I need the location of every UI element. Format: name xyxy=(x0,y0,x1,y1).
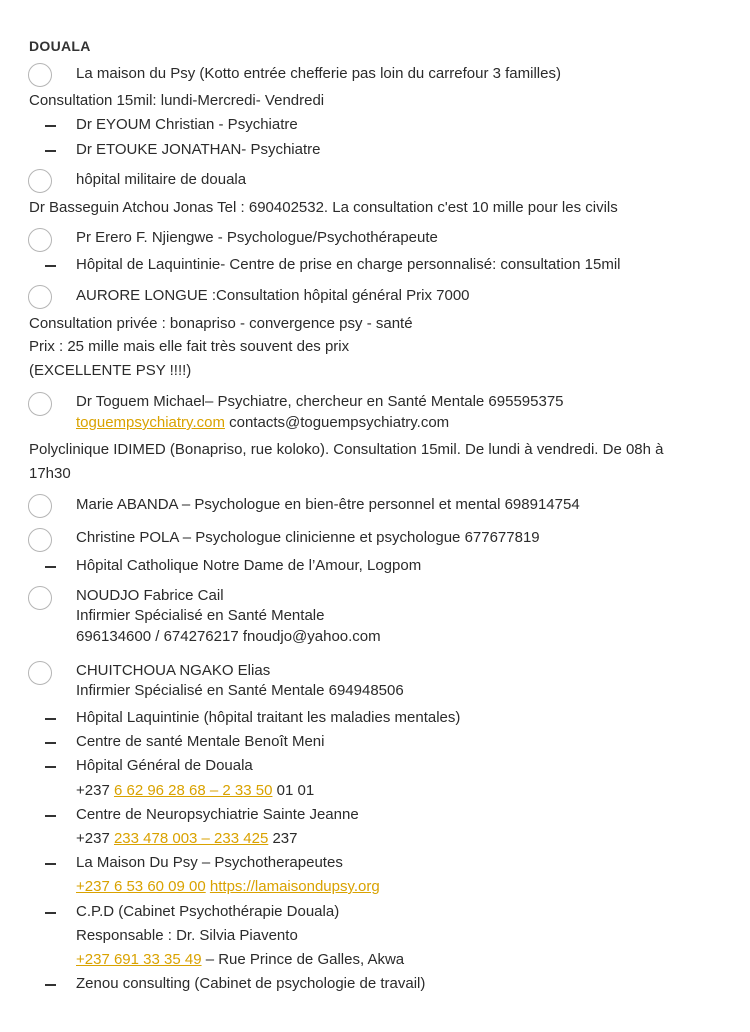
checkbox-circle[interactable] xyxy=(28,586,52,610)
contact-line xyxy=(76,951,404,969)
entry-title: AURORE LONGUE :Consultation hôpital général Prix 7000 xyxy=(76,287,470,304)
list-item: Centre de santé Mentale Benoît Meni xyxy=(76,733,325,750)
dash-bullet xyxy=(45,984,56,986)
dash-bullet xyxy=(45,718,56,720)
entry-title: Christine POLA – Psychologue clinicienne et psychologue 677677819 xyxy=(76,529,540,546)
dash-bullet xyxy=(45,742,56,744)
checkbox-circle[interactable] xyxy=(28,285,52,309)
entry-note: Consultation 15mil: lundi-Mercredi- Vendredi xyxy=(29,92,325,109)
phone-link[interactable]: 6 62 96 28 68 – 2 33 50 xyxy=(113,782,273,799)
phone-line xyxy=(76,782,314,800)
dash-bullet xyxy=(45,566,56,568)
dash-bullet xyxy=(45,863,56,865)
section-heading: DOUALA xyxy=(29,38,91,54)
entry-note: Dr Basseguin Atchou Jonas Tel : 690402532. La consultation c'est 10 mille pour les civils xyxy=(29,199,618,216)
phone-prefix: +237 xyxy=(76,782,114,799)
phone-link[interactable]: +237 691 33 35 49 xyxy=(76,951,202,968)
list-item: La Maison Du Psy – Psychotherapeutes xyxy=(76,854,343,871)
phone-suffix: 237 xyxy=(268,830,298,847)
checkbox-circle[interactable] xyxy=(28,528,52,552)
list-item: Hôpital Laquintinie (hôpital traitant les maladies mentales) xyxy=(76,709,461,726)
phone-suffix: 01 01 xyxy=(272,782,315,799)
entry-title: NOUDJO Fabrice Cail xyxy=(76,587,224,604)
list-item: Zenou consulting (Cabinet de psychologie de travail) xyxy=(76,975,426,992)
dash-bullet xyxy=(45,150,56,152)
entry-note: (EXCELLENTE PSY !!!!) xyxy=(29,362,192,379)
checkbox-circle[interactable] xyxy=(28,169,52,193)
dash-bullet xyxy=(45,912,56,914)
list-item: C.P.D (Cabinet Psychothérapie Douala) xyxy=(76,903,340,920)
dash-bullet xyxy=(45,815,56,817)
dash-bullet xyxy=(45,766,56,768)
entry-line: Infirmier Spécialisé en Santé Mentale 694948506 xyxy=(76,682,404,699)
phone-link[interactable]: 233 478 003 – 233 425 xyxy=(113,830,269,847)
entry-title: CHUITCHOUA NGAKO Elias xyxy=(76,662,271,679)
entry-title: Dr Toguem Michael– Psychiatre, chercheur en Santé Mentale 695595375 xyxy=(76,393,564,410)
phone-link[interactable]: +237 6 53 60 09 00 xyxy=(76,878,206,895)
entry-line: Infirmier Spécialisé en Santé Mentale xyxy=(76,607,325,624)
sub-item: Dr EYOUM Christian - Psychiatre xyxy=(76,116,298,133)
checkbox-circle[interactable] xyxy=(28,228,52,252)
list-item: Hôpital Général de Douala xyxy=(76,757,253,774)
entry-note: Consultation privée : bonapriso - convergence psy - santé xyxy=(29,315,413,332)
checkbox-circle[interactable] xyxy=(28,392,52,416)
entry-line: Responsable : Dr. Silvia Piavento xyxy=(76,927,298,944)
sub-item: Hôpital de Laquintinie- Centre de prise en charge personnalisé: consultation 15mil xyxy=(76,256,621,273)
entry-line: 696134600 / 674276217 fnoudjo@yahoo.com xyxy=(76,628,381,645)
contact-line xyxy=(76,878,380,896)
address-text: – Rue Prince de Galles, Akwa xyxy=(201,951,405,968)
dash-bullet xyxy=(45,265,56,267)
entry-title: hôpital militaire de douala xyxy=(76,171,247,188)
checkbox-circle[interactable] xyxy=(28,63,52,87)
checkbox-circle[interactable] xyxy=(28,494,52,518)
entry-note: 17h30 xyxy=(29,465,71,482)
entry-title: Pr Erero F. Njiengwe - Psychologue/Psychothérapeute xyxy=(76,229,438,246)
entry-note: Polyclinique IDIMED (Bonapriso, rue koloko). Consultation 15mil. De lundi à vendredi. De 08h à xyxy=(29,441,664,458)
entry-note: Prix : 25 mille mais elle fait très souvent des prix xyxy=(29,338,350,355)
sub-item: Hôpital Catholique Notre Dame de l’Amour, Logpom xyxy=(76,557,422,574)
entry-title: La maison du Psy (Kotto entrée chefferie pas loin du carrefour 3 familles) xyxy=(76,65,561,82)
website-link[interactable]: toguempsychiatry.com xyxy=(76,414,225,431)
phone-prefix: +237 xyxy=(76,830,114,847)
checkbox-circle[interactable] xyxy=(28,661,52,685)
website-link[interactable]: https://lamaisondupsy.org xyxy=(209,878,380,895)
contact-line xyxy=(76,414,449,432)
entry-title: Marie ABANDA – Psychologue en bien-être personnel et mental 698914754 xyxy=(76,496,580,513)
email-text: contacts@toguempsychiatry.com xyxy=(224,414,450,431)
phone-line xyxy=(76,830,298,848)
list-item: Centre de Neuropsychiatrie Sainte Jeanne xyxy=(76,806,359,823)
dash-bullet xyxy=(45,125,56,127)
sub-item: Dr ETOUKE JONATHAN- Psychiatre xyxy=(76,141,321,158)
